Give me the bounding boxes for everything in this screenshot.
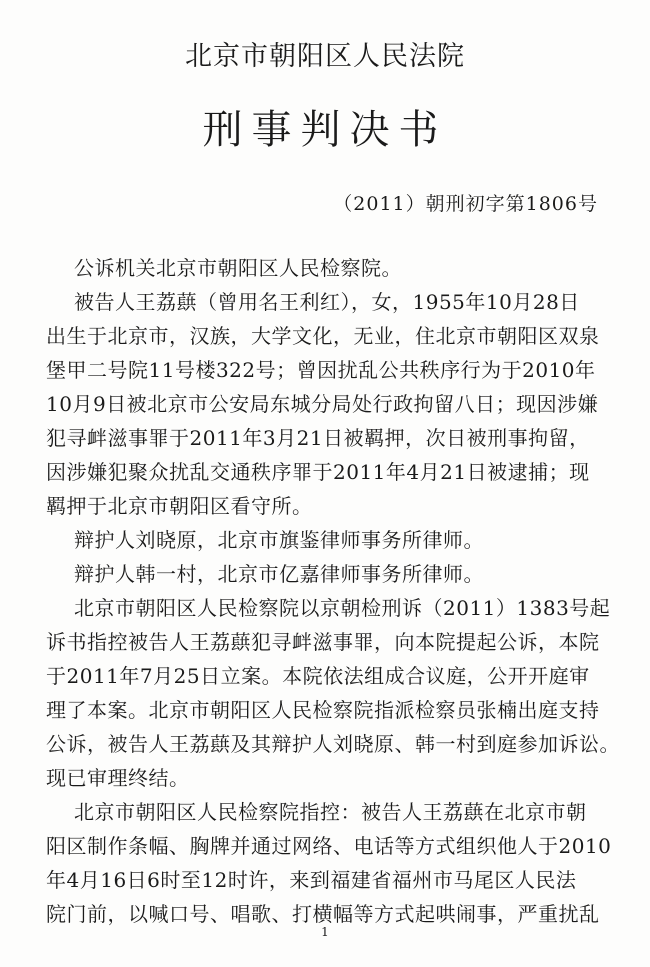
judgment-body bbox=[46, 251, 636, 931]
text-line: 理了本案。北京市朝阳区人民检察院指派检察员张楠出庭支持 bbox=[46, 698, 600, 722]
text-line: 辩护人韩一村，北京市亿嘉律师事务所律师。 bbox=[74, 562, 484, 586]
text-line: 因涉嫌犯聚众扰乱交通秩序罪于2011年4月21日被逮捕；现 bbox=[46, 460, 590, 484]
court-name: 北京市朝阳区人民法院 bbox=[185, 41, 465, 72]
text-line: 出生于北京市，汉族，大学文化，无业，住北京市朝阳区双泉 bbox=[46, 324, 600, 348]
text-line: 现已审理终结。 bbox=[46, 766, 190, 790]
document-title: 刑事判决书 bbox=[202, 107, 448, 153]
text-line: 公诉机关北京市朝阳区人民检察院。 bbox=[74, 256, 402, 280]
text-line: 羁押于北京市朝阳区看守所。 bbox=[46, 494, 313, 518]
text-line: 北京市朝阳区人民检察院指控：被告人王荔蕻在北京市朝 bbox=[74, 800, 587, 824]
text-line: 院门前，以喊口号、唱歌、打横幅等方式起哄闹事，严重扰乱 bbox=[46, 902, 600, 926]
text-line: 公诉，被告人王荔蕻及其辩护人刘晓原、韩一村到庭参加诉讼。 bbox=[46, 732, 620, 756]
text-line: 10月9日被北京市公安局东城分局处行政拘留八日；现因涉嫌 bbox=[46, 392, 599, 416]
text-line: 诉书指控被告人王荔蕻犯寻衅滋事罪，向本院提起公诉，本院 bbox=[46, 630, 600, 654]
text-line: 北京市朝阳区人民检察院以京朝检刑诉（2011）1383号起 bbox=[74, 596, 611, 620]
text-line: 年4月16日6时至12时许，来到福建省福州市马尾区人民法 bbox=[46, 868, 577, 892]
text-line: 犯寻衅滋事罪于2011年3月21日被羁押，次日被刑事拘留， bbox=[46, 426, 590, 450]
text-line: 于2011年7月25日立案。本院依法组成合议庭，公开开庭审 bbox=[46, 664, 590, 688]
text-line: 堡甲二号院11号楼322号；曾因扰乱公共秩序行为于2010年 bbox=[46, 358, 596, 382]
page-number: 1 bbox=[321, 925, 329, 939]
text-line: 被告人王荔蕻（曾用名王利红），女，1955年10月28日 bbox=[74, 290, 580, 314]
text-line: 辩护人刘晓原，北京市旗鉴律师事务所律师。 bbox=[74, 528, 484, 552]
case-number: （2011）朝刑初字第1806号 bbox=[333, 193, 598, 215]
text-line: 阳区制作条幅、胸牌并通过网络、电话等方式组织他人于2010 bbox=[46, 834, 612, 858]
